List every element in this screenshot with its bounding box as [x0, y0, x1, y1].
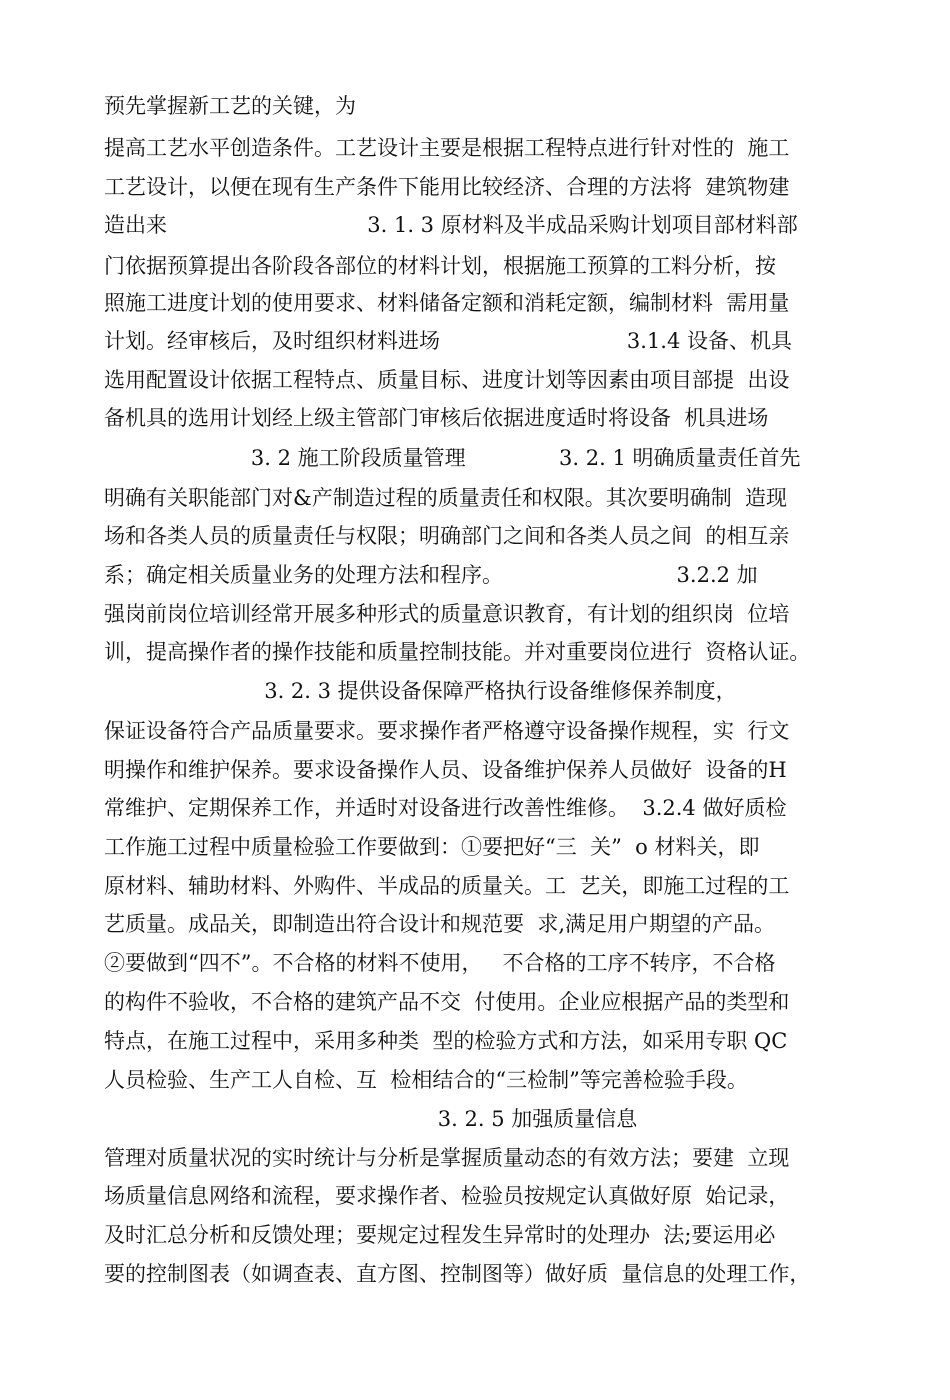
text-line: 人员检验、生产工人自检、互 检相结合的“三检制”等完善检验手段。 — [104, 1068, 748, 1092]
text-line: 强岗前岗位培训经常开展多种形式的质量意识教育，有计划的组织岗 位培 — [104, 602, 790, 626]
text-line: 选用配置设计依据工程特点、质量目标、进度计划等因素由项目部提 出设 — [104, 368, 790, 392]
text-line: 计划。经审核后，及时组织材料进场 3.1.4 设备、机具 — [104, 329, 793, 353]
text-line: 明确有关职能部门对&产制造过程的质量责任和权限。其次要明确制 造现 — [104, 486, 788, 510]
text-line: 造出来 3. 1. 3 原材料及半成品采购计划项目部材料部 — [104, 213, 798, 237]
text-line: 训，提高操作者的操作技能和质量控制技能。并对重要岗位进行 资格认证。 — [104, 640, 811, 664]
text-line: 及时汇总分析和反馈处理；要规定过程发生异常时的处理办 法;要运用必 — [104, 1223, 776, 1247]
text-line: 工艺设计，以便在现有生产条件下能用比较经济、合理的方法将 建筑物建 — [104, 175, 790, 199]
text-line: 场质量信息网络和流程，要求操作者、检验员按规定认真做好原 始记录， — [104, 1184, 790, 1208]
text-line: 门依据预算提出各阶段各部位的材料计划，根据施工预算的工料分析，按 — [104, 254, 776, 278]
text-line: 场和各类人员的质量责任与权限；明确部门之间和各类人员之间 的相互亲 — [104, 524, 790, 548]
text-line: 管理对质量状况的实时统计与分析是掌握质量动态的有效方法；要建 立现 — [104, 1146, 790, 1170]
text-line: 照施工进度计划的使用要求、材料储备定额和消耗定额，编制材料 需用量 — [104, 291, 790, 315]
text-line: 的构件不验收，不合格的建筑产品不交 付使用。企业应根据产品的类型和 — [104, 990, 790, 1014]
text-line: 提高工艺水平创造条件。工艺设计主要是根据工程特点进行针对性的 施工 — [104, 136, 790, 160]
text-line: ②要做到“四不”。不合格的材料不使用， 不合格的工序不转序，不合格 — [104, 951, 776, 975]
text-line: 特点，在施工过程中，采用多种类 型的检验方式和方法，如采用专职 QC — [104, 1029, 788, 1053]
text-line: 备机具的选用计划经上级主管部门审核后依据进度适时将设备 机具进场 — [104, 406, 769, 430]
text-line: 艺质量。成品关，即制造出符合设计和规范要 求,满足用户期望的产品。 — [104, 912, 776, 936]
text-line: 常维护、定期保养工作，并适时对设备进行改善性维修。 3.2.4 做好质检 — [104, 796, 787, 820]
text-line: 系；确定相关质量业务的处理方法和程序。 3.2.2 加 — [104, 563, 758, 587]
text-line: 要的控制图表（如调查表、直方图、控制图等）做好质 量信息的处理工作， — [104, 1262, 811, 1286]
text-line: 工作施工过程中质量检验工作要做到：①要把好“三 关” o 材料关，即 — [104, 835, 760, 859]
text-line: 3. 2 施工阶段质量管理 3. 2. 1 明确质量责任首先 — [104, 446, 801, 470]
text-line: 保证设备符合产品质量要求。要求操作者严格遵守设备操作规程，实 行文 — [104, 719, 790, 743]
text-line: 3. 2. 5 加强质量信息 — [104, 1107, 638, 1131]
text-line: 原材料、辅助材料、外购件、半成品的质量关。工 艺关，即施工过程的工 — [104, 874, 790, 898]
text-line: 3. 2. 3 提供设备保障严格执行设备维修保养制度， — [104, 679, 737, 703]
text-line: 预先掌握新工艺的关键，为 — [104, 94, 356, 118]
text-line: 明操作和维护保养。要求设备操作人员、设备维护保养人员做好 设备的H — [104, 758, 787, 782]
